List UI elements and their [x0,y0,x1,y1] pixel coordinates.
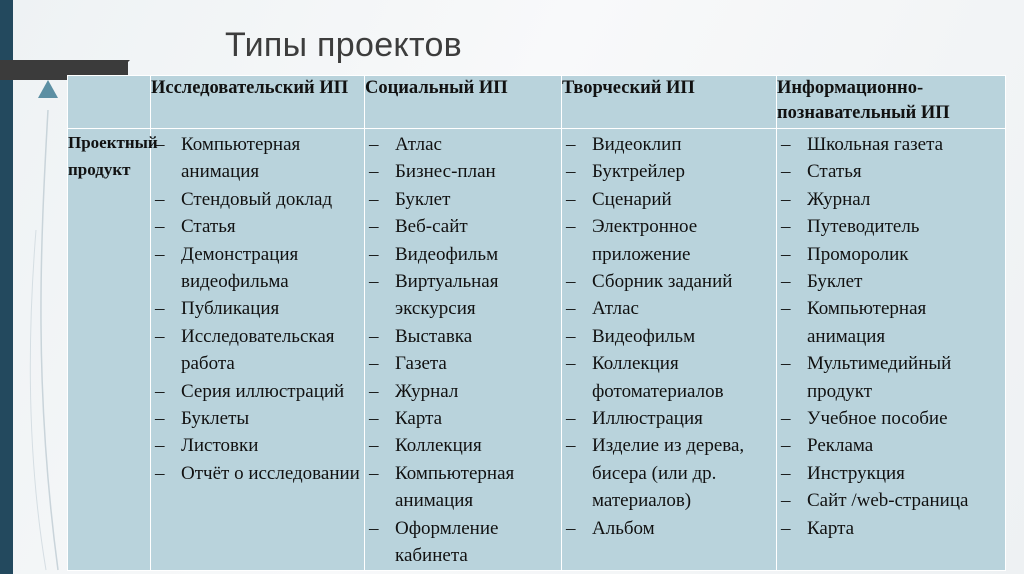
list-item [155,213,360,240]
list-item [566,186,772,213]
list-item-text: Сайт /web-страница [807,490,969,512]
list-item-text: Электронное приложение [592,216,698,265]
cell-informational [777,129,1006,571]
list-item-text: Видеоклип [592,134,682,155]
list-item [781,295,1001,350]
list-item-text: Проморолик [807,243,909,265]
header-empty [68,76,151,129]
list-item-text: Коллекция [395,435,482,457]
bullet-dash: – [781,134,791,155]
list-item-text: Мультимедийный продукт [807,353,952,402]
list-item [369,378,557,405]
list-item-text: Журнал [807,188,871,210]
list-item-text: Буктрейлер [592,161,685,183]
list-item [369,323,557,350]
header-social: Социальный ИП [365,76,562,129]
list-item [781,460,1001,487]
list-item-text: Альбом [592,517,655,539]
bullet-dash: – [155,462,165,484]
list-item [155,131,360,186]
list-item [155,405,360,432]
bullet-dash: – [369,216,379,238]
list-item-text: Сценарий [592,188,672,210]
list-item-text: Буклет [395,188,451,210]
list-item [566,323,772,350]
bullet-dash: – [781,243,791,265]
list-item [369,213,557,240]
list-item-text: Изделие из дерева, бисера (или др. материалов) [592,435,745,512]
list-item [566,350,772,405]
bullet-dash: – [781,188,791,210]
list-item-text: Веб-сайт [395,216,468,238]
header-research: Исследовательский ИП [151,76,365,129]
bullet-dash: – [369,435,379,457]
list-item [781,186,1001,213]
list-item-text: Листовки [181,435,259,457]
bullet-dash: – [155,298,165,320]
list-item [566,432,772,514]
list-item [369,268,557,323]
list-item [566,405,772,432]
list-item-text: Видеофильм [395,243,499,265]
header-creative: Творческий ИП [562,76,777,129]
list-item-text: Газета [395,353,447,375]
bullet-dash: – [369,271,379,293]
bullet-dash: – [781,435,791,457]
header-informational: Информационно-познавательный ИП [777,76,1006,129]
list-item-text: Буклет [807,271,863,293]
bullet-dash: – [566,325,576,347]
list-item-text: Выставка [395,325,473,347]
list-item [566,213,772,268]
bullet-dash: – [155,216,165,238]
list-item-text: Компьютерная анимация [395,462,515,512]
list-item-text: Инструкция [807,462,905,484]
list-item-text: Компьютерная анимация [807,298,927,347]
list-item [155,378,360,405]
bullet-dash: – [781,408,791,430]
bullet-dash: – [566,298,576,320]
list-item-text: Бизнес-план [395,161,496,183]
bullet-dash: – [369,517,379,539]
list-item-text: Оформление кабинета [395,517,499,567]
bullet-dash: – [369,161,379,183]
list-item [155,295,360,322]
bullet-dash: – [155,408,165,430]
bullet-dash: – [369,243,379,265]
list-item-text: Реклама [807,435,874,457]
bullet-dash: – [781,298,791,320]
list-item-text: Статья [181,216,236,238]
list-item [369,460,557,515]
bullet-dash: – [155,325,165,347]
header-row [68,76,1006,129]
list-item-text: Виртуальная экскурсия [395,271,499,320]
list-item [566,268,772,295]
bullet-dash: – [369,325,379,347]
slide-title: Типы проектов [225,26,463,64]
bullet-dash: – [781,517,791,539]
cell-social [365,129,562,571]
bullet-dash: – [566,517,576,539]
list-item [369,131,557,158]
bullet-dash: – [369,380,379,402]
list-item [155,460,360,487]
bullet-dash: – [369,353,379,375]
list-item-text: Путеводитель [807,216,920,238]
bullet-dash: – [566,408,576,430]
list-item-text: Учебное пособие [807,408,948,430]
list-item [781,515,1001,542]
bullet-dash: – [566,161,576,183]
bullet-dash: – [369,134,379,155]
list-item-text: Стендовый доклад [181,188,333,210]
list-item [781,241,1001,268]
list-research [151,129,364,487]
list-item-text: Демонстрация видеофильма [181,243,299,293]
list-item [566,131,772,158]
list-item [781,405,1001,432]
list-item [369,350,557,377]
list-item [781,487,1001,514]
list-social [365,129,561,570]
bullet-dash: – [566,216,576,238]
list-item-text: Публикация [181,298,280,320]
list-item [781,158,1001,185]
list-item-text: Компьютерная анимация [181,134,301,183]
list-item [781,350,1001,405]
list-item-text: Исследовательская работа [181,325,335,375]
list-item-text: Журнал [395,380,459,402]
list-item-text: Карта [807,517,855,539]
list-item [566,158,772,185]
list-item-text: Иллюстрация [592,408,703,430]
list-item-text: Серия иллюстраций [181,380,345,402]
bullet-dash: – [781,161,791,183]
list-item-text: Отчёт о исследовании [181,462,360,484]
bullet-dash: – [566,435,576,457]
product-row [68,129,1006,571]
list-item-text: Видеофильм [592,325,696,347]
list-item [781,268,1001,295]
bullet-dash: – [155,134,165,155]
list-item-text: Статья [807,161,862,183]
list-item-text: Сборник заданий [592,271,733,293]
bullet-dash: – [155,380,165,402]
bullet-dash: – [566,188,576,210]
list-item-text: Коллекция фотоматериалов [592,353,724,402]
bullet-dash: – [566,353,576,375]
list-creative [562,129,776,542]
list-item [781,213,1001,240]
list-item [566,515,772,542]
list-item-text: Школьная газета [807,134,944,155]
left-accent-bar [0,0,13,574]
bullet-dash: – [155,435,165,457]
cell-creative [562,129,777,571]
cell-research [151,129,365,571]
list-item [155,186,360,213]
bullet-dash: – [781,490,791,512]
list-item [369,158,557,185]
list-item [369,432,557,459]
list-item-text: Буклеты [181,408,250,430]
bullet-dash: – [781,216,791,238]
bullet-dash: – [155,243,165,265]
list-item [155,241,360,296]
bullet-dash: – [781,353,791,375]
bullet-dash: – [369,188,379,210]
bullet-dash: – [781,462,791,484]
list-item-text: Атлас [395,134,442,155]
bullet-dash: – [369,408,379,430]
bullet-dash: – [155,188,165,210]
list-informational [777,129,1005,542]
list-item [369,186,557,213]
list-item [781,432,1001,459]
bullet-dash: – [566,134,576,155]
list-item [566,295,772,322]
project-types-table [67,75,1006,571]
list-item [155,323,360,378]
triangle-icon [38,80,58,98]
bullet-dash: – [369,462,379,484]
list-item [155,432,360,459]
bullet-dash: – [566,271,576,293]
list-item [369,241,557,268]
list-item-text: Карта [395,408,443,430]
row-label: Проектный продукт [68,129,151,571]
bullet-dash: – [781,271,791,293]
list-item [369,515,557,570]
list-item [781,131,1001,158]
list-item [369,405,557,432]
list-item-text: Атлас [592,298,639,320]
